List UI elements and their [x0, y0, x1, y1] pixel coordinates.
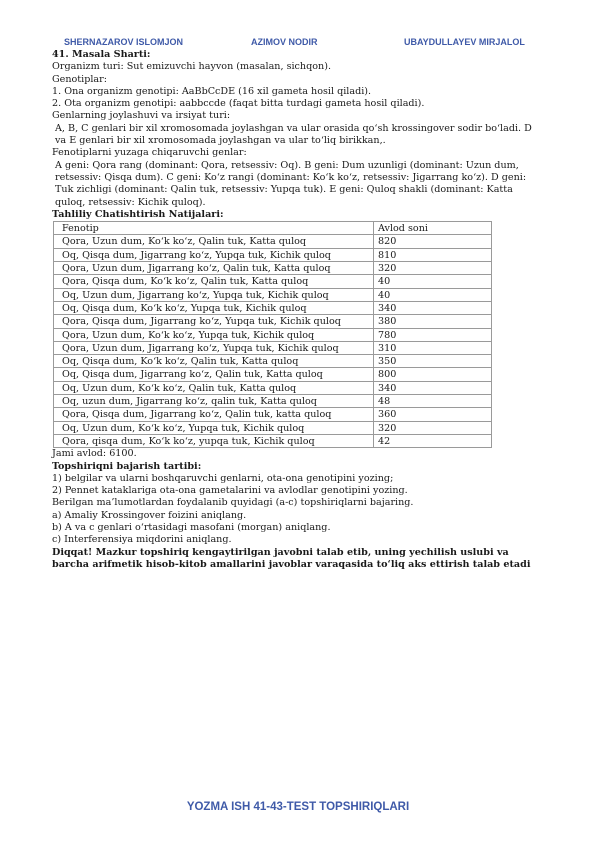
- table-row: [54, 315, 492, 328]
- offspring-count-cell: 310: [374, 341, 492, 354]
- table-row: [54, 262, 492, 275]
- offspring-count-cell: 340: [374, 381, 492, 394]
- problem-title: 41. Masala Sharti:: [52, 49, 151, 60]
- genotypes-heading: Genotiplar:: [52, 73, 107, 85]
- table-row: [54, 434, 492, 447]
- mother-genotype: 1. Ona organizm genotipi: AaBbCcDE (16 xil gameta hosil qiladi).: [52, 85, 372, 97]
- author-3: UBAYDULLAYEV MIRJALOL: [404, 37, 525, 47]
- offspring-count-cell: 350: [374, 355, 492, 368]
- phenotype-cell: Qora, Qisqa dum, Jigarrang ko‘z, Yupqa tuk, Kichik quloq: [54, 315, 374, 328]
- task-step-1: 1) belgilar va ularni boshqaruvchi genlarni, ota-ona genotipini yozing;: [52, 472, 394, 484]
- column-header-phenotype: Fenotip: [54, 222, 374, 235]
- task-item-b: b) A va c genlari o‘rtasidagi masofani (morgan) aniqlang.: [52, 521, 331, 533]
- offspring-count-cell: 380: [374, 315, 492, 328]
- table-header-row: [54, 222, 492, 235]
- offspring-count-cell: 42: [374, 434, 492, 447]
- table-row: [54, 235, 492, 248]
- phenotype-cell: Oq, Qisqa dum, Jigarrang ko‘z, Qalin tuk, Katta quloq: [54, 368, 374, 381]
- table-row: [54, 341, 492, 354]
- table-row: [54, 381, 492, 394]
- total-offspring: Jami avlod: 6100.: [52, 448, 137, 460]
- phenotype-cell: Qora, Uzun dum, Ko‘k ko‘z, Qalin tuk, Katta quloq: [54, 235, 374, 248]
- father-genotype: 2. Ota organizm genotipi: aabbccde (faqat bitta turdagi gameta hosil qiladi).: [52, 98, 425, 110]
- offspring-count-cell: 810: [374, 248, 492, 261]
- offspring-count-cell: 320: [374, 262, 492, 275]
- phenotype-cell: Oq, Uzun dum, Ko‘k ko‘z, Qalin tuk, Katta quloq: [54, 381, 374, 394]
- table-row: [54, 328, 492, 341]
- phenotype-cell: Qora, Qisqa dum, Jigarrang ko‘z, Qalin tuk, katta quloq: [54, 408, 374, 421]
- offspring-count-cell: 40: [374, 275, 492, 288]
- phenotype-cell: Oq, Qisqa dum, Ko‘k ko‘z, Yupqa tuk, Kichik quloq: [54, 301, 374, 314]
- document-body: [52, 49, 542, 571]
- task-intro: Berilgan ma’lumotlardan foydalanib quyidagi (a-c) topshiriqlarni bajaring.: [52, 497, 414, 509]
- phenotype-cell: Qora, Uzun dum, Jigarrang ko‘z, Qalin tuk, Katta quloq: [54, 262, 374, 275]
- offspring-count-cell: 320: [374, 421, 492, 434]
- task-heading: Topshiriqni bajarish tartibi:: [52, 460, 202, 472]
- organism-type: Organizm turi: Sut emizuvchi hayvon (masalan, sichqon).: [52, 61, 331, 73]
- table-row: [54, 368, 492, 381]
- offspring-count-cell: 780: [374, 328, 492, 341]
- phenotype-cell: Qora, qisqa dum, Ko‘k ko‘z, yupqa tuk, Kichik quloq: [54, 434, 374, 447]
- page-header: [0, 37, 596, 49]
- results-heading: Tahliliy Chatishtirish Natijalari:: [52, 208, 224, 220]
- gene-location-heading: Genlarning joylashuvi va irsiyat turi:: [52, 110, 231, 122]
- phenotype-cell: Oq, Qisqa dum, Jigarrang ko‘z, Yupqa tuk, Kichik quloq: [54, 248, 374, 261]
- offspring-count-cell: 800: [374, 368, 492, 381]
- attention-note: Diqqat! Mazkur topshiriq kengaytirilgan javobni talab etib, uning yechilish uslubi va barcha arifmetik hisob-kitob amallarini javoblar varaqasida to‘liq aks ettirish talab etadi: [52, 546, 531, 570]
- gene-location-text: A, B, C genlari bir xil xromosomada joylashgan va ular orasida qo‘sh krossingover sodir bo‘ladi. D va E genlari bir xil xromosomada joylashgan va ular to‘liq birikkan,.: [55, 122, 532, 147]
- phenotype-cell: Oq, Qisqa dum, Ko‘k ko‘z, Qalin tuk, Katta quloq: [54, 355, 374, 368]
- phenotype-cell: Qora, Qisqa dum, Ko‘k ko‘z, Qalin tuk, Katta quloq: [54, 275, 374, 288]
- table-row: [54, 408, 492, 421]
- task-item-c: c) Interferensiya miqdorini aniqlang.: [52, 534, 232, 546]
- footer-title: YOZMA ISH 41-43-TEST TOPSHIRIQLARI: [186, 801, 410, 813]
- table-row: [54, 288, 492, 301]
- task-step-2: 2) Pennet kataklariga ota-ona gametalarini va avlodlar genotipini yozing.: [52, 485, 408, 497]
- table-row: [54, 275, 492, 288]
- task-item-a: a) Amaliy Krossingover foizini aniqlang.: [52, 509, 247, 521]
- offspring-count-cell: 820: [374, 235, 492, 248]
- author-2: AZIMOV NODIR: [251, 37, 318, 47]
- table-row: [54, 355, 492, 368]
- table-row: [54, 421, 492, 434]
- table-row: [54, 248, 492, 261]
- offspring-count-cell: 360: [374, 408, 492, 421]
- offspring-count-cell: 340: [374, 301, 492, 314]
- phenotype-genes-text: A geni: Qora rang (dominant: Qora, retsessiv: Oq). B geni: Dum uzunligi (dominant: Uzun dum, retsessiv: Qisqa dum). C geni: Ko‘z rangi (dominant: Ko‘k ko‘z, retsessiv: Jigarrang ko‘z). D geni: Tuk zichligi (dominant: Qalin tuk, retsessiv: Yupqa tuk). E geni: Quloq shakli (dominant: Katta quloq, retsessiv: Kichik quloq).: [55, 159, 527, 208]
- offspring-count-cell: 40: [374, 288, 492, 301]
- phenotype-cell: Oq, uzun dum, Jigarrang ko‘z, qalin tuk, Katta quloq: [54, 395, 374, 408]
- table-row: [54, 301, 492, 314]
- phenotype-cell: Oq, Uzun dum, Ko‘k ko‘z, Yupqa tuk, Kichik quloq: [54, 421, 374, 434]
- phenotype-genes-heading: Fenotiplarni yuzaga chiqaruvchi genlar:: [52, 147, 247, 159]
- offspring-count-cell: 48: [374, 395, 492, 408]
- phenotype-cell: Qora, Uzun dum, Jigarrang ko‘z, Yupqa tuk, Kichik quloq: [54, 341, 374, 354]
- author-1: SHERNAZAROV ISLOMJON: [64, 37, 184, 47]
- column-header-offspring-count: Avlod soni: [374, 222, 492, 235]
- phenotype-cell: Oq, Uzun dum, Jigarrang ko‘z, Yupqa tuk, Kichik quloq: [54, 288, 374, 301]
- phenotype-cell: Qora, Uzun dum, Ko‘k ko‘z, Yupqa tuk, Kichik quloq: [54, 328, 374, 341]
- table-row: [54, 395, 492, 408]
- table-body: [54, 235, 492, 448]
- results-table: [53, 221, 492, 448]
